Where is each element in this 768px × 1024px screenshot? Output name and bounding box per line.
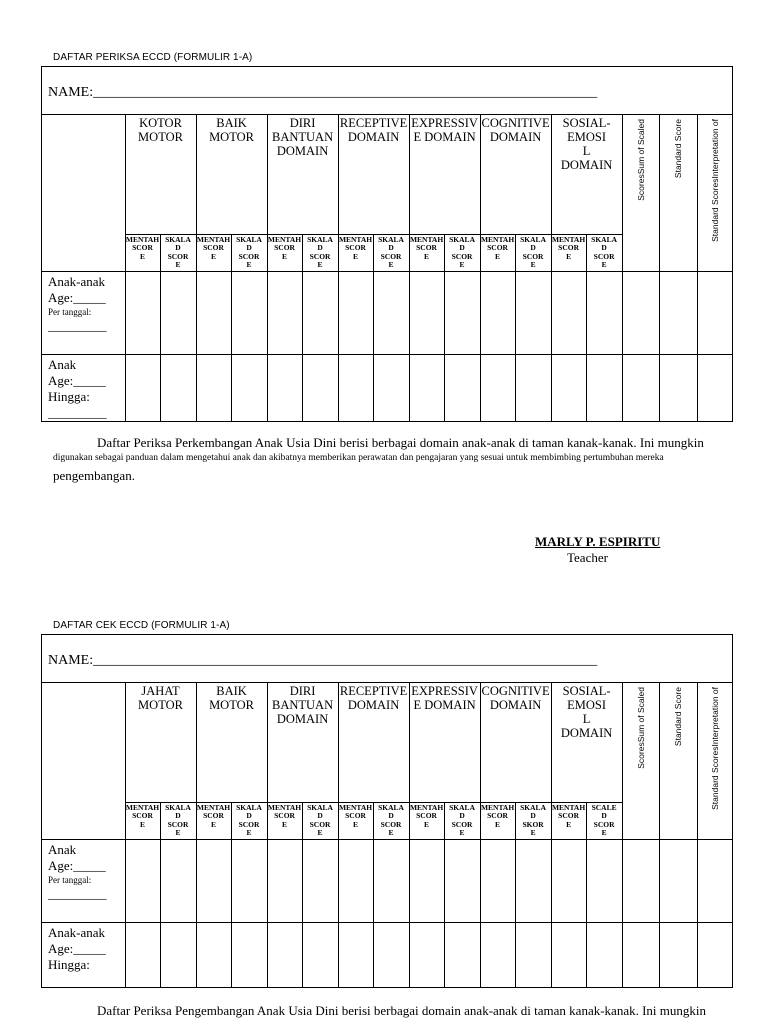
- form1-raw-score-header: MENTAH SCOR E: [480, 234, 515, 261]
- score-cell[interactable]: [697, 271, 733, 354]
- description-line-1: Daftar Periksa Perkembangan Anak Usia Dini berisi berbagai domain anak-anak di taman kanak-kanak. Ini mungkin: [97, 435, 704, 450]
- description-line-3: pengembangan.: [53, 468, 135, 483]
- score-cell[interactable]: [231, 839, 267, 922]
- form1-raw-score-header: MENTAH SCOR E: [409, 234, 444, 261]
- form2-row-to: [42, 922, 733, 987]
- form1-domain-cognitive: COGNITIVE DOMAIN: [481, 116, 550, 144]
- form2-domain-fine-motor: BAIK MOTOR: [209, 684, 254, 712]
- form1-domain-expressive: EXPRESSIV E DOMAIN: [411, 116, 478, 144]
- form1-row-from-age: Anak-anak Age:_____: [48, 273, 106, 305]
- description-paragraph-2: [53, 1002, 768, 1019]
- score-cell[interactable]: [373, 354, 409, 421]
- form2-scaled-score-header: SKALA D SCOR E: [236, 802, 262, 837]
- score-cell[interactable]: [231, 354, 267, 421]
- score-cell[interactable]: [267, 271, 302, 354]
- form1-row-to-label: Anak Age:_____ Hingga: _________: [48, 356, 107, 420]
- form2-sum-scaled-header: ScoresSum of Scaled: [635, 687, 646, 769]
- form2-raw-score-header: MENTAH SCOR E: [480, 802, 515, 829]
- description-paragraph: [53, 434, 768, 487]
- score-cell[interactable]: [196, 922, 231, 987]
- form2-scaled-score-header: SCALE D SCOR E: [591, 802, 617, 837]
- score-cell[interactable]: [444, 354, 480, 421]
- score-cell[interactable]: [515, 839, 551, 922]
- score-cell[interactable]: [125, 922, 160, 987]
- form1-raw-score-header: MENTAH SCOR E: [267, 234, 302, 261]
- form1-title: DAFTAR PERIKSA ECCD (FORMULIR 1-A): [53, 52, 253, 63]
- form2-name-row: [42, 635, 732, 683]
- form1-scaled-score-header: SKALA D SCOR E: [378, 234, 404, 269]
- score-cell[interactable]: [160, 271, 196, 354]
- score-cell[interactable]: [586, 922, 622, 987]
- score-cell[interactable]: [551, 839, 586, 922]
- score-cell[interactable]: [551, 354, 586, 421]
- form2-domain-self-help: DIRI BANTUAN DOMAIN: [271, 684, 334, 726]
- score-cell[interactable]: [659, 271, 697, 354]
- score-cell[interactable]: [515, 354, 551, 421]
- score-cell[interactable]: [338, 922, 373, 987]
- form2-raw-score-header: MENTAH SCOR E: [551, 802, 586, 829]
- score-cell[interactable]: [338, 839, 373, 922]
- form2-domain-expressive: EXPRESSIV E DOMAIN: [411, 684, 478, 712]
- score-cell[interactable]: [444, 271, 480, 354]
- score-cell[interactable]: [697, 922, 733, 987]
- score-cell[interactable]: [622, 271, 659, 354]
- form1-standard-score-header: Standard Score: [673, 119, 684, 179]
- score-cell[interactable]: [338, 271, 373, 354]
- form1-name-label: NAME:________________________________________________________________________: [48, 85, 598, 100]
- score-cell[interactable]: [125, 354, 160, 421]
- score-cell[interactable]: [622, 839, 659, 922]
- form2-scaled-score-header: SKALA D SCOR E: [307, 802, 333, 837]
- form1-raw-score-header: MENTAH SCOR E: [125, 234, 160, 261]
- form2-scaled-score-header: SKALA D SCOR E: [165, 802, 191, 837]
- form1-scaled-score-header: SKALA D SCOR E: [449, 234, 475, 269]
- form2-row-from-date-label: Per tanggal:: [48, 874, 92, 885]
- form2-row-to-label: Anak-anak Age:_____ Hingga:: [48, 924, 106, 972]
- form1-raw-score-header: MENTAH SCOR E: [196, 234, 231, 261]
- form1-domain-gross-motor: KOTOR MOTOR: [138, 116, 183, 144]
- form2-domain-cognitive: COGNITIVE DOMAIN: [481, 684, 550, 712]
- score-cell[interactable]: [302, 839, 338, 922]
- score-cell[interactable]: [515, 922, 551, 987]
- score-cell[interactable]: [267, 354, 302, 421]
- form2-domain-social-emotional: SOSIAL- EMOSI L DOMAIN: [560, 684, 613, 740]
- score-cell[interactable]: [551, 922, 586, 987]
- score-cell[interactable]: [196, 271, 231, 354]
- score-cell[interactable]: [267, 839, 302, 922]
- score-cell[interactable]: [373, 839, 409, 922]
- score-cell[interactable]: [480, 839, 515, 922]
- form2-grid: [42, 683, 733, 987]
- score-cell[interactable]: [160, 354, 196, 421]
- score-cell[interactable]: [160, 839, 196, 922]
- form2-table: [41, 634, 733, 988]
- score-cell[interactable]: [622, 354, 659, 421]
- form2-row-from-age: Anak Age:_____: [48, 841, 106, 873]
- form1-domain-social-emotional: SOSIAL- EMOSI L DOMAIN: [560, 116, 613, 172]
- score-cell[interactable]: [480, 354, 515, 421]
- form2-domain-receptive: RECEPTIVE DOMAIN: [339, 684, 408, 712]
- score-cell[interactable]: [196, 354, 231, 421]
- form1-domain-receptive: RECEPTIVE DOMAIN: [339, 116, 408, 144]
- form2-row-from-label: [42, 840, 125, 902]
- score-cell[interactable]: [125, 839, 160, 922]
- score-cell[interactable]: [231, 922, 267, 987]
- score-cell[interactable]: [338, 354, 373, 421]
- score-cell[interactable]: [586, 271, 622, 354]
- score-cell[interactable]: [697, 839, 733, 922]
- form1-row-from: [42, 271, 733, 354]
- score-cell[interactable]: [659, 354, 697, 421]
- form1-domain-self-help: DIRI BANTUAN DOMAIN: [271, 116, 334, 158]
- score-cell[interactable]: [659, 922, 697, 987]
- form2-row-from-date-line: _________: [48, 885, 107, 901]
- score-cell[interactable]: [125, 271, 160, 354]
- form1-raw-score-header: MENTAH SCOR E: [551, 234, 586, 261]
- form2-scaled-score-header: SKALA D SCOR E: [378, 802, 404, 837]
- score-cell[interactable]: [196, 839, 231, 922]
- score-cell[interactable]: [444, 922, 480, 987]
- form1-row-from-date-label: Per tanggal:: [48, 306, 92, 317]
- form2-row-from: [42, 839, 733, 922]
- form1-scaled-score-header: SKALA D SCOR E: [520, 234, 546, 269]
- description-line-2: digunakan sebagai panduan dalam mengetahui anak dan akibatnya memberikan perawatan dan pengajaran yang sesuai untuk membimbing pertumbuhan mereka: [53, 453, 664, 463]
- form2-scaled-score-header: SKALA D SKOR E: [520, 802, 546, 837]
- teacher-role: Teacher: [567, 550, 608, 565]
- teacher-name: MARLY P. ESPIRITU: [535, 534, 661, 549]
- score-cell[interactable]: [409, 839, 444, 922]
- form2-raw-score-header: MENTAH SCOR E: [196, 802, 231, 829]
- score-cell[interactable]: [160, 922, 196, 987]
- score-cell[interactable]: [373, 922, 409, 987]
- score-cell[interactable]: [697, 354, 733, 421]
- score-cell[interactable]: [586, 839, 622, 922]
- score-cell[interactable]: [622, 922, 659, 987]
- form2-raw-score-header: MENTAH SCOR E: [125, 802, 160, 829]
- score-cell[interactable]: [409, 354, 444, 421]
- form2-raw-score-header: MENTAH SCOR E: [338, 802, 373, 829]
- form1-scaled-score-header: SKALA D SCOR E: [591, 234, 617, 269]
- form2-domain-gross-motor: JAHAT MOTOR: [138, 684, 183, 712]
- score-cell[interactable]: [480, 271, 515, 354]
- form1-table: [41, 66, 733, 422]
- form1-scaled-score-header: SKALA D SCOR E: [307, 234, 333, 269]
- form2-raw-score-header: MENTAH SCOR E: [409, 802, 444, 829]
- form1-scaled-score-header: SKALA D SCOR E: [236, 234, 262, 269]
- score-cell[interactable]: [409, 922, 444, 987]
- form2-raw-score-header: MENTAH SCOR E: [267, 802, 302, 829]
- score-cell[interactable]: [302, 271, 338, 354]
- form1-grid: [42, 115, 733, 421]
- score-cell[interactable]: [302, 922, 338, 987]
- score-cell[interactable]: [551, 271, 586, 354]
- score-cell[interactable]: [480, 922, 515, 987]
- score-cell[interactable]: [231, 271, 267, 354]
- score-cell[interactable]: [444, 839, 480, 922]
- score-cell[interactable]: [373, 271, 409, 354]
- form1-interpretation-header: Standard ScoresInterpretation of: [710, 119, 721, 242]
- description2-line-1: Daftar Periksa Pengembangan Anak Usia Dini berisi berbagai domain anak-anak di taman kanak-kanak. Ini mungkin: [97, 1003, 707, 1018]
- form2-corner-cell: [42, 683, 125, 839]
- form2-standard-score-header: Standard Score: [673, 687, 684, 747]
- form2-scaled-score-header: SKALA D SCOR E: [449, 802, 475, 837]
- score-cell[interactable]: [267, 922, 302, 987]
- form1-name-row: [42, 67, 732, 115]
- form1-row-from-date-line: _________: [48, 317, 107, 333]
- form1-corner-cell: [42, 115, 125, 271]
- score-cell[interactable]: [409, 271, 444, 354]
- score-cell[interactable]: [659, 839, 697, 922]
- form1-domain-fine-motor: BAIK MOTOR: [209, 116, 254, 144]
- form2-interpretation-header: Standard ScoresInterpretation of: [710, 687, 721, 810]
- form1-sum-scaled-header: ScoresSum of Scaled: [635, 119, 646, 201]
- score-cell[interactable]: [302, 354, 338, 421]
- form1-raw-score-header: MENTAH SCOR E: [338, 234, 373, 261]
- score-cell[interactable]: [515, 271, 551, 354]
- form1-scaled-score-header: SKALA D SCOR E: [165, 234, 191, 269]
- form2-title: DAFTAR CEK ECCD (FORMULIR 1-A): [53, 620, 230, 631]
- form1-row-from-label: [42, 272, 125, 334]
- form2-name-label: NAME:________________________________________________________________________: [48, 653, 598, 668]
- form1-row-to: [42, 354, 733, 421]
- score-cell[interactable]: [586, 354, 622, 421]
